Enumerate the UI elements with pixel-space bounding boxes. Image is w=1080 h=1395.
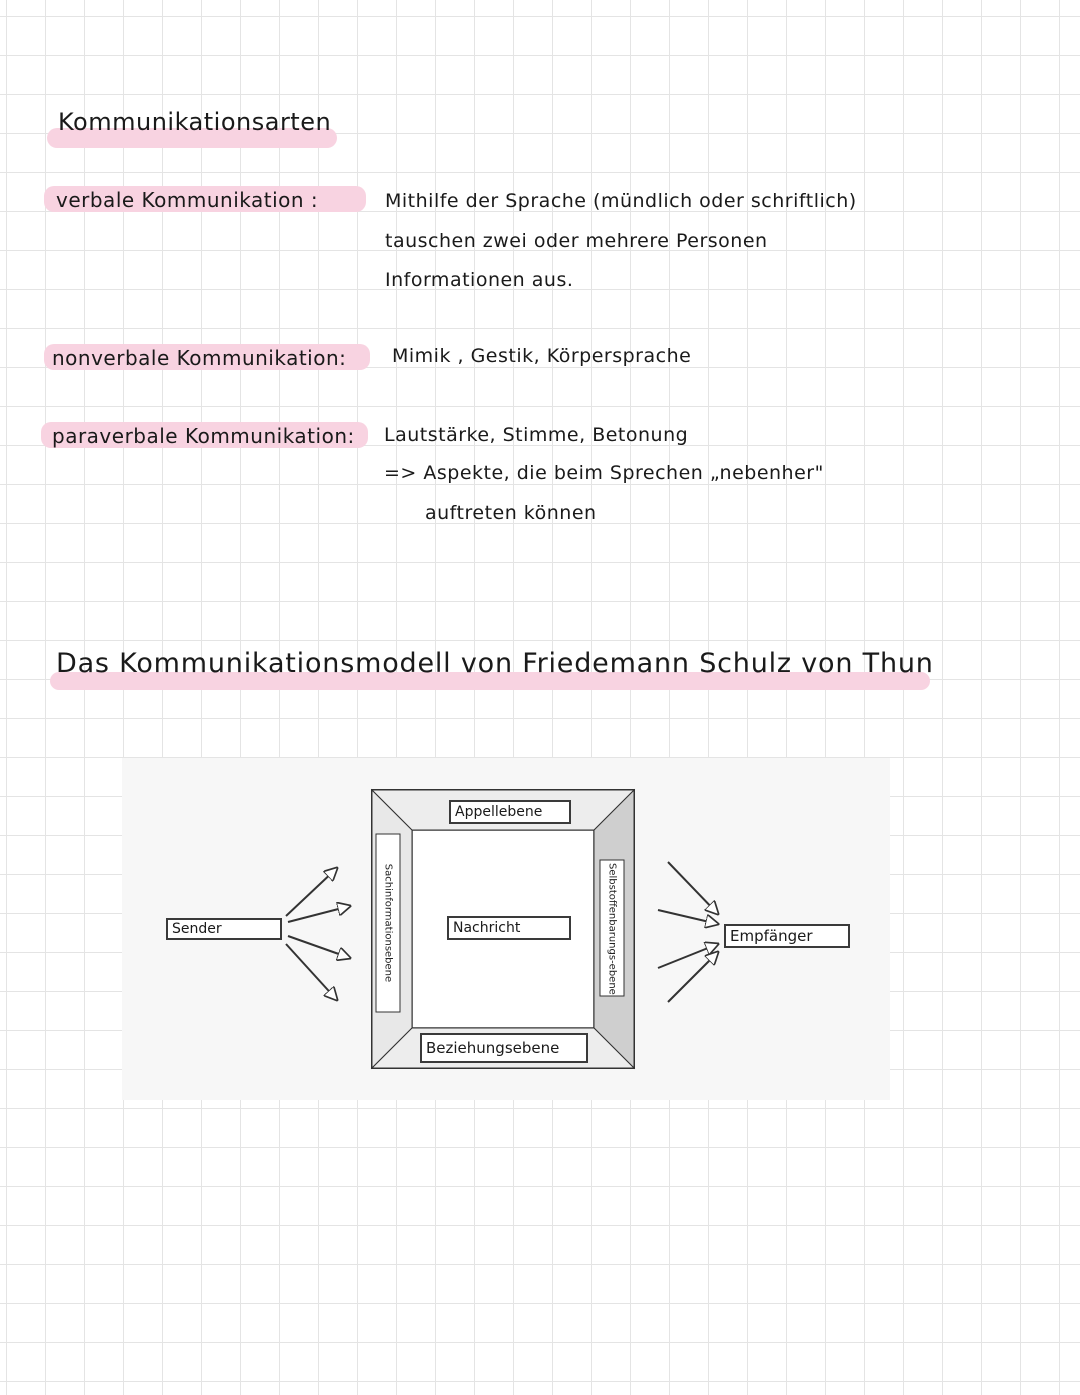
receiver-box: Empfänger bbox=[724, 924, 850, 948]
verbal-line-2: tauschen zwei oder mehrere Personen bbox=[385, 230, 768, 252]
sender-arrows bbox=[286, 868, 350, 1000]
paraverbal-label: paraverbale Kommunikation: bbox=[52, 424, 355, 448]
fact-level-label: Sachinformationsebene bbox=[382, 863, 394, 983]
verbal-line-1: Mithilfe der Sprache (mündlich oder schriftlich) bbox=[385, 190, 857, 212]
sender-box: Sender bbox=[166, 918, 282, 940]
paraverbal-line-2: => Aspekte, die beim Sprechen „nebenher" bbox=[384, 462, 824, 484]
message-box: Nachricht bbox=[447, 916, 571, 940]
verbal-label: verbale Kommunikation : bbox=[56, 188, 319, 212]
nonverbal-label: nonverbale Kommunikation: bbox=[52, 346, 347, 370]
paraverbal-line-3: auftreten können bbox=[425, 502, 597, 524]
model-title: Das Kommunikationsmodell von Friedemann Schulz von Thun bbox=[56, 648, 934, 679]
receiver-arrows bbox=[658, 862, 718, 1002]
paraverbal-line-1: Lautstärke, Stimme, Betonung bbox=[384, 424, 689, 446]
relationship-level-box: Beziehungsebene bbox=[420, 1033, 588, 1063]
self-revelation-level-label: Selbstoffenbarungs-ebene bbox=[606, 863, 618, 995]
verbal-line-3: Informationen aus. bbox=[385, 269, 574, 291]
page-heading: Kommunikationsarten bbox=[58, 108, 332, 136]
appeal-level-box: Appellebene bbox=[449, 800, 571, 824]
nonverbal-line-1: Mimik , Gestik, Körpersprache bbox=[392, 345, 692, 367]
